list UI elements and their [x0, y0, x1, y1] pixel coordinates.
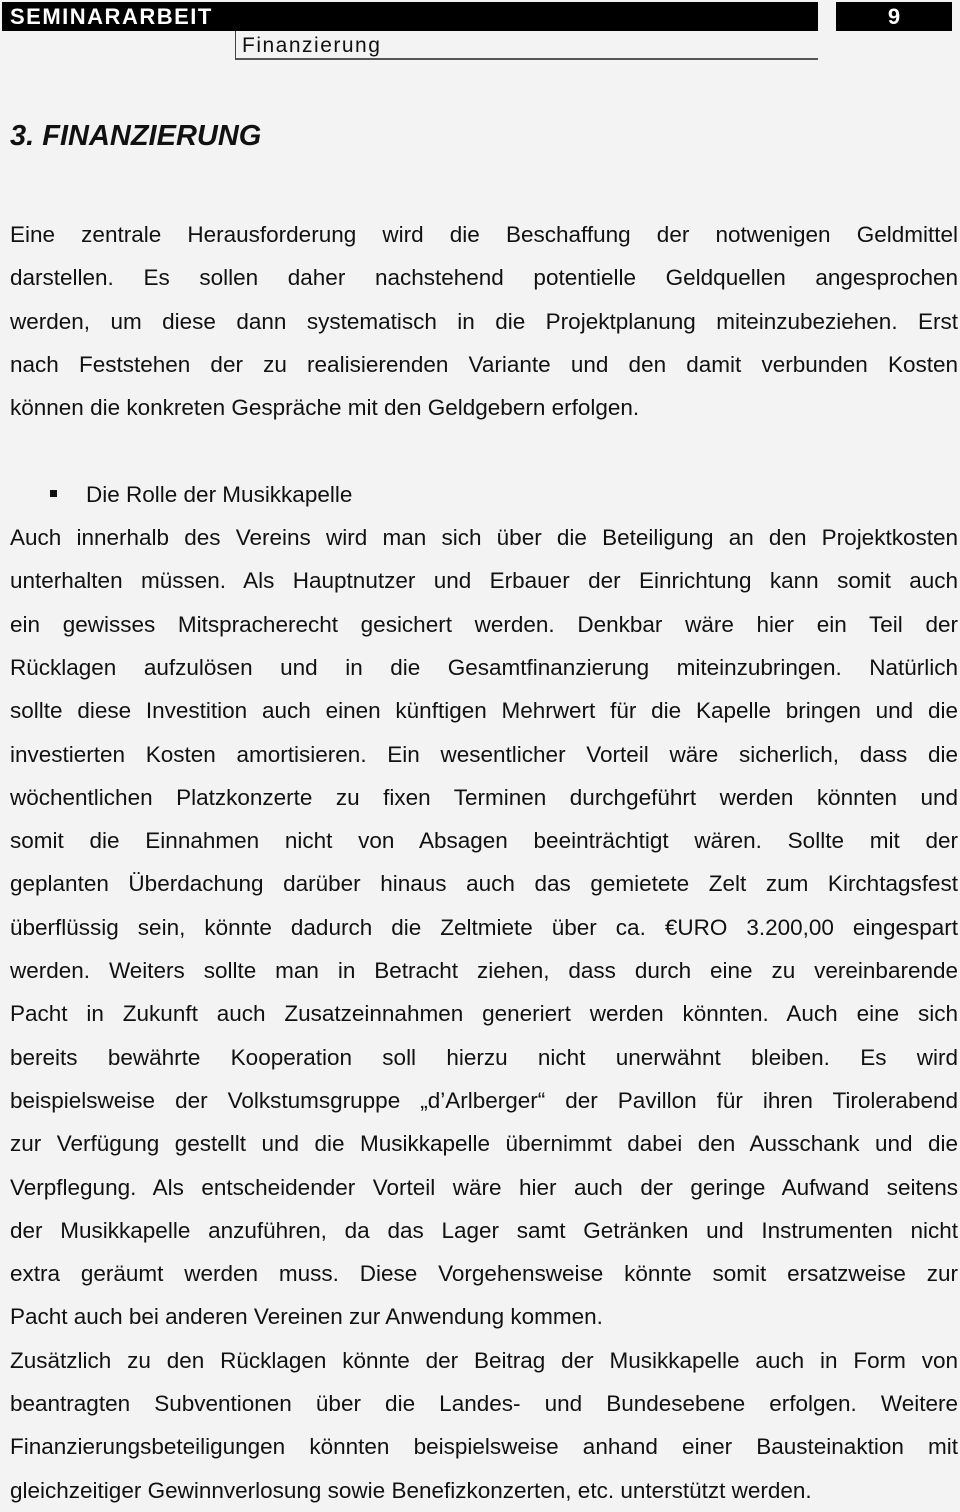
bullet-item: [10, 473, 958, 516]
text-line: werden. Weiters sollte man in Betracht ziehen, dass durch eine zu vereinbarende: [10, 958, 958, 984]
text-line: ein gewisses Mitspracherecht gesichert werden. Denkbar wäre hier ein Teil der: [10, 611, 958, 637]
musikkapelle-paragraph: [10, 516, 958, 1339]
text-line: somit die Einnahmen nicht von Absagen beeinträchtigt wären. Sollte mit der: [10, 828, 958, 854]
text-line: geplanten Überdachung darüber hinaus auch das gemietete Zelt zum Kirchtagsfest: [10, 871, 958, 897]
bullet-square-icon: [50, 490, 57, 497]
text-line: Rücklagen aufzulösen und in die Gesamtfinanzierung miteinzubringen. Natürlich: [10, 654, 958, 680]
subventionen-paragraph: [10, 1339, 958, 1512]
text-line: investierten Kosten amortisieren. Ein wesentlicher Vorteil wäre sicherlich, dass die: [10, 741, 958, 767]
text-line: beantragten Subventionen über die Landes- und Bundesebene erfolgen. Weitere: [10, 1391, 958, 1417]
text-line: gleichzeitiger Gewinnverlosung sowie Benefizkonzerten, etc. unterstützt werden.: [10, 1477, 812, 1503]
text-line: sollte diese Investition auch einen künftigen Mehrwert für die Kapelle bringen und die: [10, 698, 958, 724]
section-label: Finanzierung: [235, 31, 818, 60]
text-line: darstellen. Es sollen daher nachstehend potentielle Geldquellen angesprochen: [10, 265, 958, 291]
spacer: [10, 429, 958, 472]
text-line: Verpflegung. Als entscheidender Vorteil wäre hier auch der geringe Aufwand seitens: [10, 1174, 958, 1200]
text-line: nach Feststehen der zu realisierenden Variante und den damit verbunden Kosten: [10, 351, 958, 377]
text-line: extra geräumt werden muss. Diese Vorgehensweise könnte somit ersatzweise zur: [10, 1261, 958, 1287]
text-line: werden, um diese dann systematisch in die Projektplanung miteinzubeziehen. Erst: [10, 308, 958, 334]
header-title-bar: SEMINARARBEIT: [2, 2, 818, 31]
text-line: Finanzierungsbeteiligungen könnten beispielsweise anhand einer Bausteinaktion mit: [10, 1434, 958, 1460]
text-line: der Musikkapelle anzuführen, da das Lager samt Getränken und Instrumenten nicht: [10, 1217, 958, 1243]
text-line: zur Verfügung gestellt und die Musikkapelle übernimmt dabei den Ausschank und die: [10, 1131, 958, 1157]
chapter-heading: 3. FINANZIERUNG: [10, 120, 262, 152]
text-line: überflüssig sein, könnte dadurch die Zeltmiete über ca. €URO 3.200,00 eingespart: [10, 914, 958, 940]
text-line: können die konkreten Gespräche mit den Geldgebern erfolgen.: [10, 395, 640, 421]
text-line: Zusätzlich zu den Rücklagen könnte der Beitrag der Musikkapelle auch in Form von: [10, 1347, 958, 1373]
text-line: Eine zentrale Herausforderung wird die Beschaffung der notwenigen Geldmittel: [10, 222, 958, 247]
text-line: wöchentlichen Platzkonzerte zu fixen Terminen durchgeführt werden könnten und: [10, 784, 958, 810]
text-line: beispielsweise der Volkstumsgruppe „d’Arlberger“ der Pavillon für ihren Tirolerabend: [10, 1087, 958, 1113]
intro-paragraph: [10, 213, 958, 429]
document-body: [10, 213, 958, 1512]
page-number: 9: [836, 2, 952, 31]
text-line: Auch innerhalb des Vereins wird man sich über die Beteiligung an den Projektkosten: [10, 525, 958, 551]
text-line: bereits bewährte Kooperation soll hierzu nicht unerwähnt bleiben. Es wird: [10, 1044, 958, 1070]
text-line: Pacht in Zukunft auch Zusatzeinnahmen generiert werden könnten. Auch eine sich: [10, 1001, 958, 1027]
text-line: Pacht auch bei anderen Vereinen zur Anwendung kommen.: [10, 1304, 603, 1330]
bullet-text: Die Rolle der Musikkapelle: [86, 481, 353, 507]
text-line: unterhalten müssen. Als Hauptnutzer und Erbauer der Einrichtung kann somit auch: [10, 568, 958, 594]
